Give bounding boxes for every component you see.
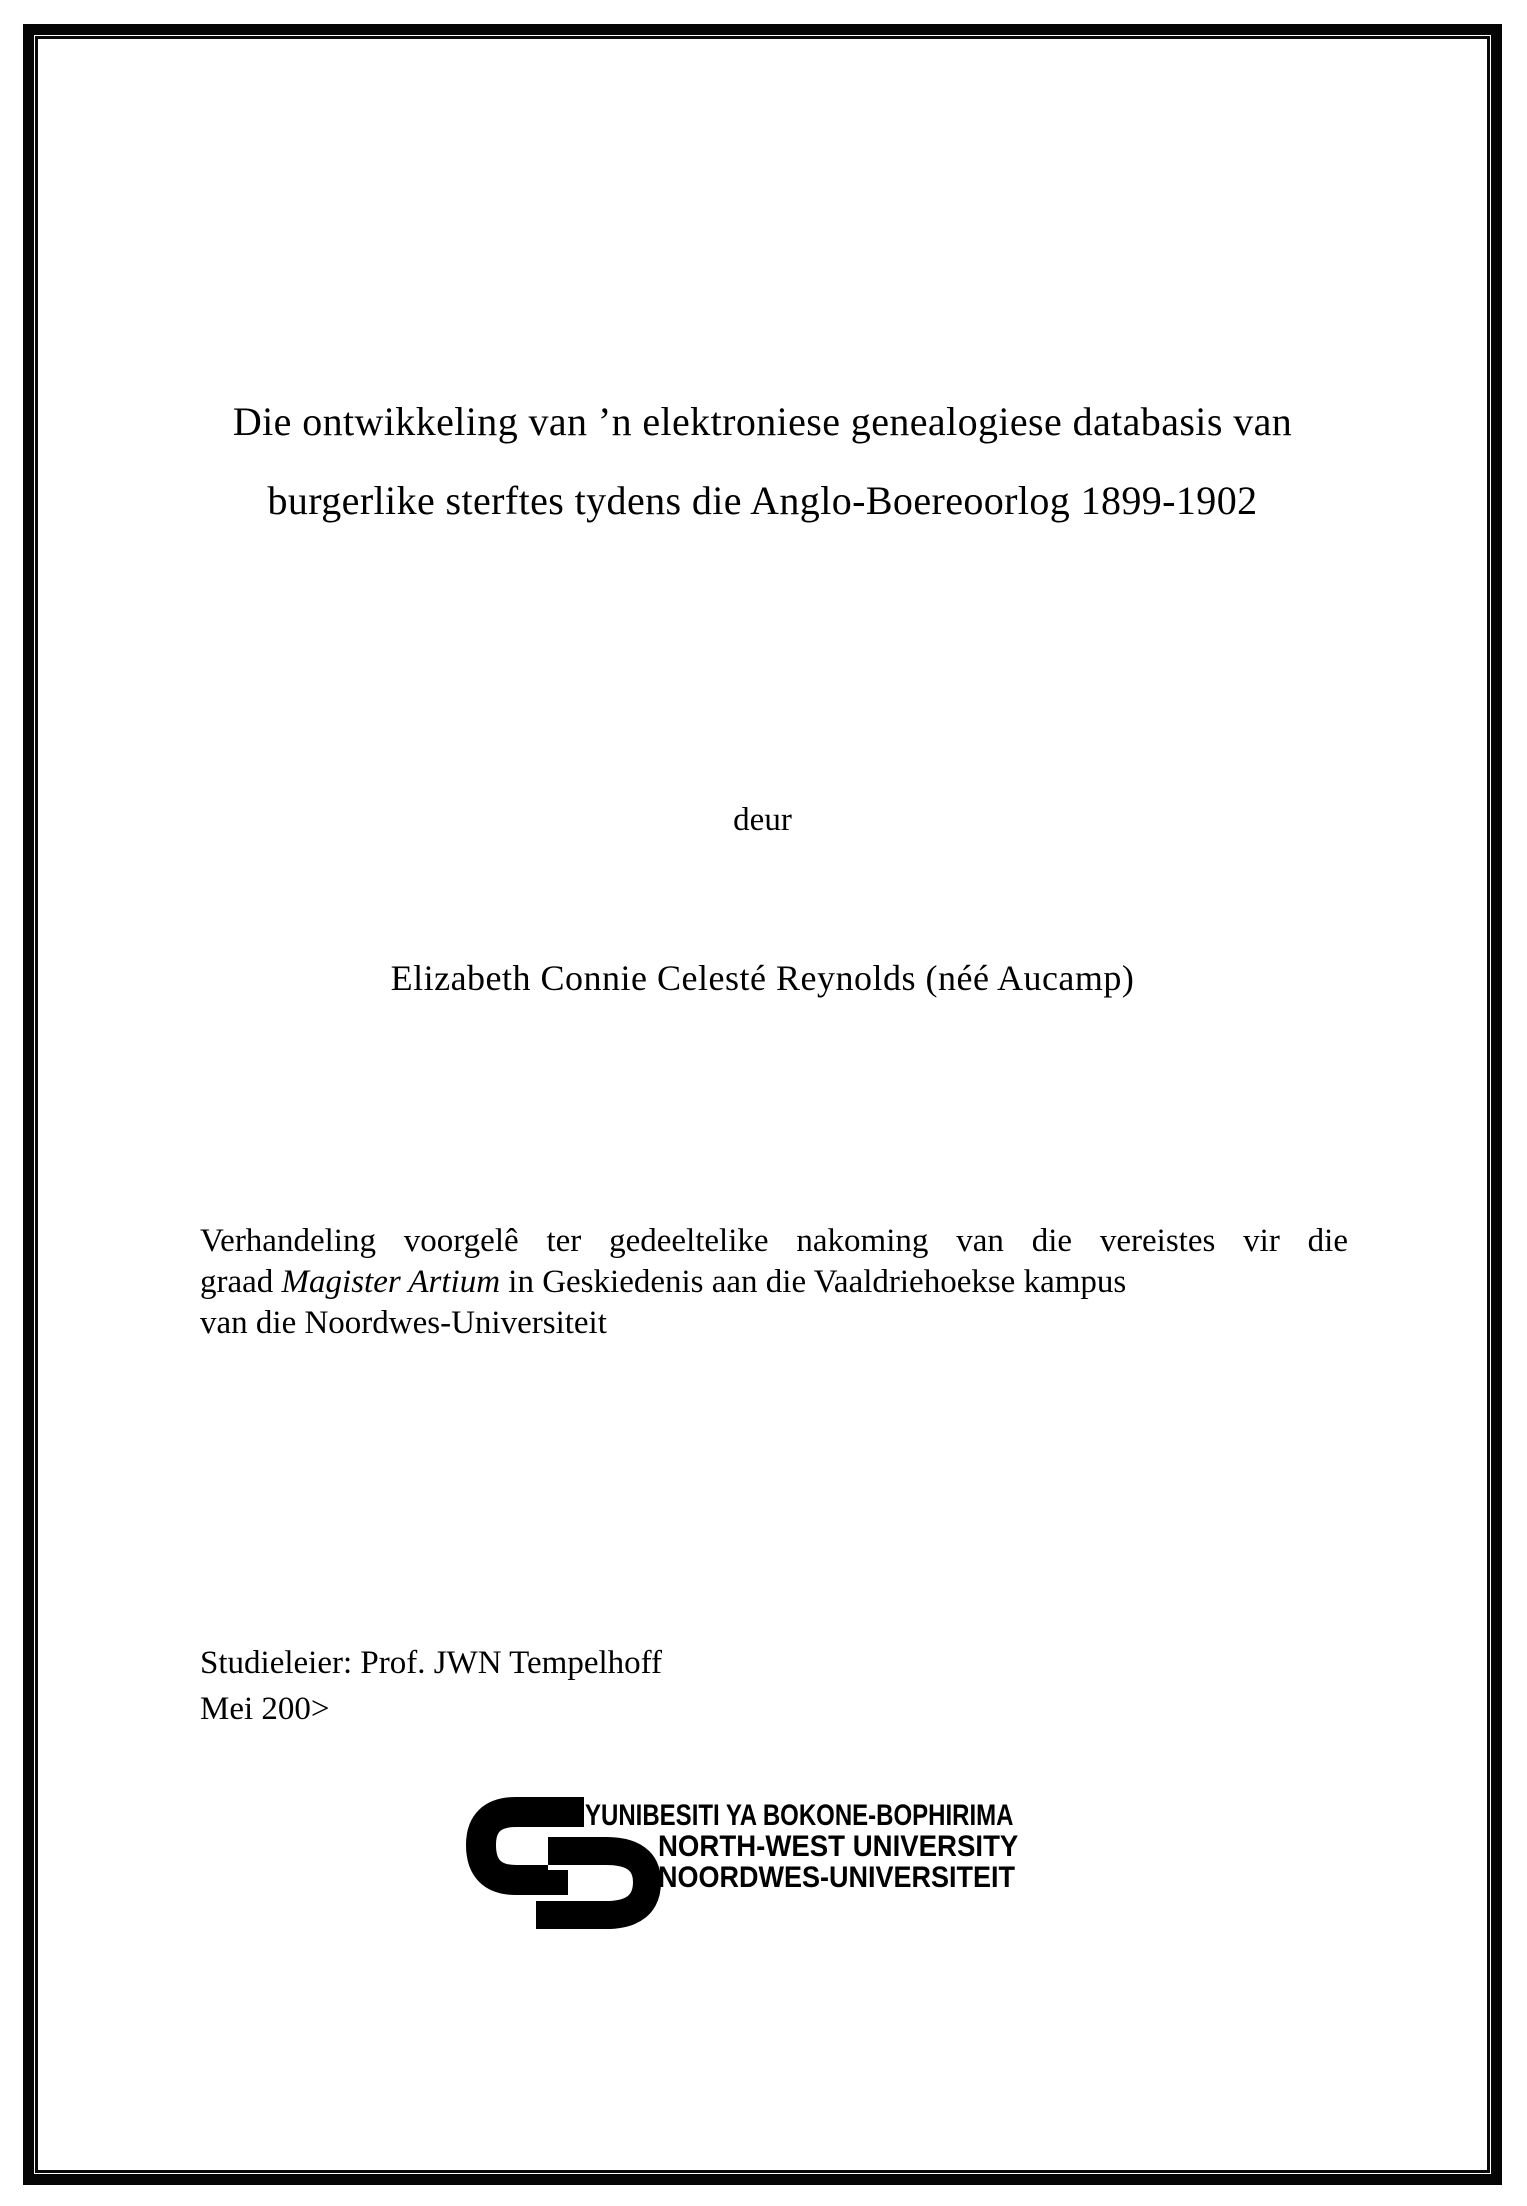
logo-text-english: NORTH-WEST UNIVERSITY bbox=[658, 1830, 1019, 1863]
title-line-1: Die ontwikkeling van ’n elektroniese genealogiese databasis van bbox=[232, 399, 1293, 444]
degree-statement bbox=[200, 1221, 1348, 1344]
author-name: Elizabeth Connie Celesté Reynolds (néé Aucamp) bbox=[390, 958, 1135, 998]
date-line: Mei 200> bbox=[200, 1691, 330, 1727]
degree-statement-line-1: Verhandeling voorgelê ter gedeeltelike nakoming van die vereistes vir die bbox=[200, 1223, 1348, 1259]
university-logo bbox=[466, 1796, 1166, 1936]
degree-statement-line-3: van die Noordwes-Universiteit bbox=[200, 1305, 607, 1341]
logo-text-afrikaans: NOORDWES-UNIVERSITEIT bbox=[658, 1861, 1016, 1894]
byline-label: deur bbox=[733, 802, 792, 838]
degree-line2-prefix: graad bbox=[200, 1264, 282, 1300]
supervisor-line: Studieleier: Prof. JWN Tempelhoff bbox=[200, 1645, 663, 1681]
logo-text-setswana: YUNIBESITI YA BOKONE-BOPHIRIMA bbox=[585, 1799, 1014, 1832]
degree-line2-suffix: in Geskiedenis aan die Vaaldriehoekse kampus bbox=[500, 1264, 1127, 1300]
dissertation-title bbox=[37, 382, 1488, 540]
supervisor-block bbox=[200, 1640, 662, 1732]
degree-name-italic: Magister Artium bbox=[281, 1264, 501, 1300]
university-logo-text bbox=[585, 1799, 1121, 1894]
degree-statement-line-2 bbox=[200, 1262, 1348, 1303]
title-line-2: burgerlike sterftes tydens die Anglo-Boereoorlog 1899-1902 bbox=[267, 478, 1258, 523]
